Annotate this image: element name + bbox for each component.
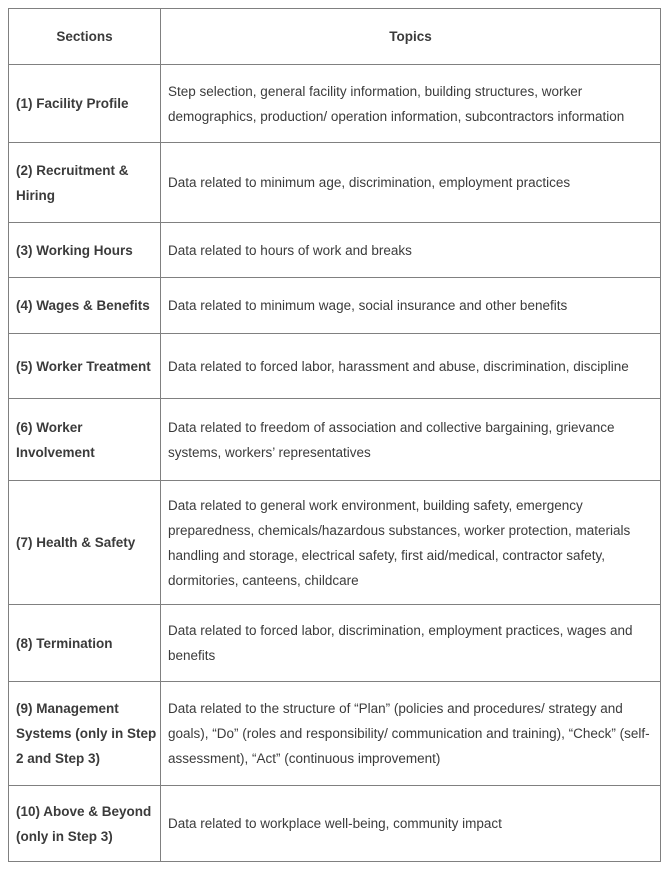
topic-cell: Data related to forced labor, discrimination, employment practices, wages and benefits	[161, 605, 661, 682]
section-cell: (3) Working Hours	[9, 223, 161, 278]
topic-cell: Data related to minimum wage, social insurance and other benefits	[161, 278, 661, 334]
topic-cell: Data related to forced labor, harassment and abuse, discrimination, discipline	[161, 334, 661, 399]
section-cell: (9) Management Systems (only in Step 2 and Step 3)	[9, 682, 161, 786]
topic-cell: Step selection, general facility information, building structures, worker demographics, production/ operation information, subcontractors information	[161, 65, 661, 143]
topic-cell: Data related to hours of work and breaks	[161, 223, 661, 278]
topic-cell: Data related to minimum age, discrimination, employment practices	[161, 143, 661, 223]
column-header-topics: Topics	[161, 9, 661, 65]
table-row	[9, 682, 661, 786]
section-cell: (7) Health & Safety	[9, 481, 161, 605]
table-row	[9, 65, 661, 143]
table-body	[9, 65, 661, 862]
topic-cell: Data related to workplace well-being, community impact	[161, 786, 661, 862]
section-cell: (6) Worker Involvement	[9, 399, 161, 481]
table-row	[9, 223, 661, 278]
section-cell: (2) Recruitment & Hiring	[9, 143, 161, 223]
table-row	[9, 786, 661, 862]
header-row	[9, 9, 661, 65]
column-header-sections: Sections	[9, 9, 161, 65]
table-row	[9, 143, 661, 223]
section-cell: (1) Facility Profile	[9, 65, 161, 143]
section-cell: (10) Above & Beyond (only in Step 3)	[9, 786, 161, 862]
topic-cell: Data related to freedom of association and collective bargaining, grievance systems, workers’ representatives	[161, 399, 661, 481]
section-cell: (5) Worker Treatment	[9, 334, 161, 399]
table-row	[9, 481, 661, 605]
table-row	[9, 334, 661, 399]
table-row	[9, 278, 661, 334]
topic-cell: Data related to general work environment, building safety, emergency preparedness, chemicals/hazardous substances, worker protection, materials handling and storage, electrical safety, first aid/medical, contractor safety, dormitories, canteens, childcare	[161, 481, 661, 605]
table-row	[9, 399, 661, 481]
section-cell: (4) Wages & Benefits	[9, 278, 161, 334]
table-header	[9, 9, 661, 65]
table-row	[9, 605, 661, 682]
topic-cell: Data related to the structure of “Plan” (policies and procedures/ strategy and goals), “Do” (roles and responsibility/ communication and training), “Check” (self-assessment), “Act” (continuous improvement)	[161, 682, 661, 786]
sections-topics-table	[8, 8, 661, 862]
section-cell: (8) Termination	[9, 605, 161, 682]
